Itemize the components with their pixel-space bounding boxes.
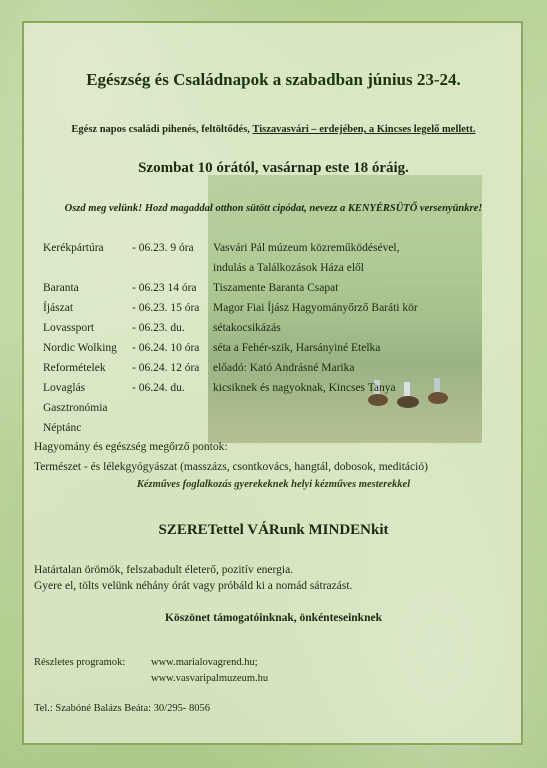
event-time: Szombat 10 órától, vasárnap este 18 óráig. — [138, 160, 409, 176]
program-name: Baranta — [43, 282, 79, 294]
program-date: - 06.23 14 óra — [132, 282, 197, 294]
thanks-text: Köszönet támogatóinknak, önkénteseinknek — [165, 612, 382, 624]
program-date: - 06.24. 10 óra — [132, 342, 200, 354]
program-desc: séta a Fehér-szik, Harsányiné Etelka — [213, 342, 381, 354]
link-marialovagrend[interactable]: www.marialovagrend.hu; — [151, 657, 258, 668]
subtitle-text: Egész napos családi pihenés, feltöltődés, — [71, 124, 253, 135]
program-desc: előadó: Kató Andrásné Marika — [213, 362, 355, 374]
program-name: Kerékpártúra — [43, 242, 104, 254]
program-date: - 06.24. du. — [132, 382, 185, 394]
program-name: Lovassport — [43, 322, 95, 334]
programs-label: Részletes programok: — [34, 657, 126, 668]
program-date: - 06.23. 9 óra — [132, 242, 194, 254]
program-desc: Magor Fiai Íjász Hagyományőrző Baráti kör — [213, 302, 418, 314]
program-name: Gasztronómia — [43, 402, 108, 414]
program-desc: indulás a Találkozások Háza elől — [213, 262, 364, 274]
program-name: Reformételek — [43, 362, 106, 374]
program-desc: kicsiknek és nagyoknak, Kincses Tanya — [213, 382, 396, 394]
program-name: Néptánc — [43, 422, 82, 434]
crafts-text: Kézműves foglalkozás gyerekeknek helyi kézműves mesterekkel — [136, 479, 411, 490]
message-line-1: Határtalan örömök, felszabadult életerő, pozitív energia. — [34, 564, 294, 576]
program-desc: Vasvári Pál múzeum közreműködésével, — [213, 242, 400, 254]
nature-therapy-text: Természet - és lélekgyógyászat (masszázs, csontkovács, hangtál, dobosok, meditáció) — [34, 461, 428, 473]
invite-text: Oszd meg velünk! Hozd magaddal otthon sütött cipódat, nevezz a KENYÉRSÜTŐ versenyünkre! — [64, 203, 483, 214]
program-date: - 06.23. du. — [132, 322, 185, 334]
program-desc: sétakocsikázás — [213, 322, 281, 334]
page-title: Egészség és Családnapok a szabadban június 23-24. — [86, 70, 461, 89]
tradition-heading: Hagyomány és egészség megőrző pontok: — [34, 441, 228, 453]
welcome-slogan: SZERETettel VÁRunk MINDENkit — [158, 522, 389, 538]
program-date: - 06.23. 15 óra — [132, 302, 200, 314]
program-name: Nordic Wolking — [43, 342, 117, 354]
link-vasvaripalmuzeum[interactable]: www.vasvaripalmuzeum.hu — [151, 673, 269, 684]
contact-phone: Tel.: Szabóné Balázs Beáta: 30/295- 8056 — [34, 703, 210, 714]
subtitle-location: Tiszavasvári – erdejében, a Kincses legelő mellett. — [252, 124, 476, 135]
program-name: Íjászat — [43, 302, 74, 314]
subtitle — [0, 124, 547, 135]
program-name: Lovaglás — [43, 382, 86, 394]
program-desc: Tiszamente Baranta Csapat — [213, 282, 339, 294]
program-date: - 06.24. 12 óra — [132, 362, 200, 374]
message-line-2: Gyere el, tölts velünk néhány órát vagy próbáld ki a nomád sátrazást. — [34, 580, 353, 592]
